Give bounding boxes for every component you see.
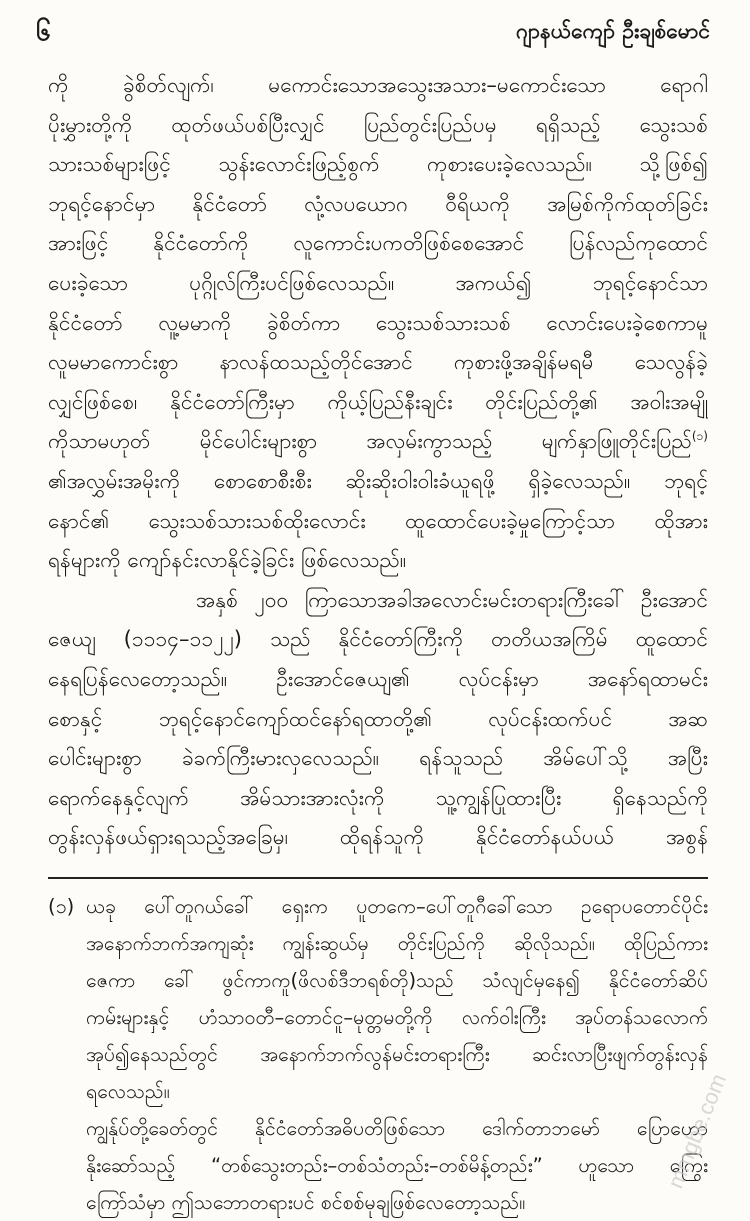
text-line: ရောက်နေနှင့်လျက် အိမ်သားအားလုံးကို သူ့ကျွန်ပြုထားပြီး ရှိနေသည်ကို	[48, 785, 708, 810]
text-line: နိုင်ငံတော် လူ့မမာကို ခွဲစိတ်ကာ သွေးသစ်သားသစ် လောင်းပေးခဲ့စေကာမူ	[48, 310, 708, 335]
paragraph-end-line: ရန်များကို ကျော်နင်းလာနိုင်ခဲ့ခြင်း ဖြစ်လေသည်။	[48, 548, 407, 573]
footnote-line: ဇေကာ ခေါ် ဖွင်ကာကူ(ဖိလစ်ဒီဘရစ်တို)သည် သံလျင်မှနေ၍ နိုင်ငံတော်ဆိပ်	[86, 969, 708, 992]
page-number: ၆	[36, 17, 51, 47]
text-line: ပိုးမွှားတို့ကို ထုတ်ဖယ်ပစ်ပြီးလျှင် ပြည်တွင်းပြည်ပမှ ရရှိသည့် သွေးသစ်	[48, 112, 708, 137]
footnote-line: အုပ်၍နေသည်တွင် အနောက်ဘက်လွန်မင်းတရားကြီး ဆင်းလာပြီးဖျက်တွန်းလှန်	[86, 1043, 708, 1066]
text-line: ကို ခွဲစိတ်လျက်၊ မကောင်းသောအသွေးအသား–မကောင်းသော ရောဂါ	[48, 73, 708, 97]
text-line: ၏အလွှမ်းအမိုးကို စောစောစီးစီး ဆိုးဆိုးဝါးဝါးခံယူရဖို့ ရှိခဲ့လေသည်။ ဘုရင့်	[48, 468, 708, 493]
footnote-line: ကျွန်ုပ်တို့ခေတ်တွင် နိုင်ငံတော်အဓိပတိဖြစ်သော ဒေါက်တာဘမော် ပြောဟော	[86, 1117, 708, 1140]
text-line-with-footnote	[48, 422, 708, 462]
watermark: mmgbe.com	[662, 1070, 732, 1192]
text-line: သားသစ်များဖြင့် သွန်းလောင်းဖြည့်စွက် ကုစားပေးခဲ့လေသည်။ သို့ဖြစ်၍	[48, 152, 708, 177]
text-line: ပေါင်းများစွာ ခဲခက်ကြီးမားလှလေသည်။ ရန်သူသည် အိမ်ပေါ်သို့ အပြီး	[48, 746, 708, 771]
text-line: ဘုရင့်နောင်မှာ နိုင်ငံတော် လုံ့လပယောဂ ဝီရိယကို အမြစ်ကိုက်ထုတ်ခြင်း	[48, 191, 708, 216]
text-line: နေရပြန်လေတော့သည်။ ဦးအောင်ဇေယျ၏ လုပ်ငန်းမှာ အနော်ရထာမင်း	[48, 666, 708, 691]
footnote-text: ယခု ပေါ်တူဂယ်ခေါ် ရှေးက ပူတကေ–ပေါ်တူဂီခေါ်သော ဥရောပတောင်ပိုင်း	[86, 895, 708, 918]
text-line: လူမမာကောင်းစွာ နာလန်ထသည့်တိုင်အောင် ကုစားဖို့အချိန်မရမီ သေလွန်ခဲ့	[48, 350, 708, 375]
footnote-line: နိုးဆော်သည့် “တစ်သွေးတည်း–တစ်သံတည်း–တစ်မိန့်တည်း” ဟူသော ကြွေး	[86, 1154, 708, 1177]
footnote-line	[48, 888, 708, 925]
footnote-line: ကမ်းများနှင့် ဟံသာဝတီ–တောင်ငူ–မုတ္တမတို့ကို လက်ဝါးကြီး အုပ်တန်သလောက်	[86, 1006, 708, 1029]
footnote-line: အနောက်ဘက်အကျဆုံး ကျွန်းဆွယ်မှ တိုင်းပြည်ကို ဆိုလိုသည်။ ထိုပြည်ကား	[86, 932, 708, 955]
text-line: နောင်၏ သွေးသစ်သားသစ်ထိုးလောင်း ထူထောင်ပေးခဲ့မှုကြောင့်သာ ထိုအား	[48, 508, 708, 533]
footnote-divider	[48, 877, 708, 879]
text-line: လျှင်ဖြစ်စေ၊ နိုင်ငံတော်ကြီးမှာ ကိုယ့်ပြည်နီးချင်း တိုင်းပြည်တို့၏ အဝါးအမျို	[48, 389, 708, 414]
text-line: ပေးခဲ့သော ပုဂ္ဂိုလ်ကြီးပင်ဖြစ်လေသည်။ အကယ်၍ ဘုရင့်နောင်သာ	[48, 270, 708, 295]
text-line: စောနှင့် ဘုရင့်နောင်ကျော်ထင်နော်ရထာတို့၏ လုပ်ငန်းထက်ပင် အဆ	[48, 706, 708, 731]
text-line: တွန်းလှန်ဖယ်ရှားရသည့်အခြေမှ၊ ထိုရန်သူကို နိုင်ငံတော်နယ်ပယ် အစွန်	[48, 825, 708, 850]
text-line: ဇေယျ (၁၁၁၄–၁၁၂၂) သည် နိုင်ငံတော်ကြီးကို တတိယအကြိမ် ထူထောင်	[48, 627, 708, 652]
footnote-line: ကြော်သံမှာ ဤသဘောတရားပင် စင်စစ်မုချဖြစ်လေတော့သည်။	[86, 1191, 526, 1214]
main-text	[48, 66, 708, 858]
running-header: ဂျာနယ်ကျော် ဦးချစ်မောင်	[515, 19, 710, 43]
footnotes-section	[48, 888, 708, 1221]
paragraph-start-line: အနှစ် ၂၀၀ ကြာသောအခါအလောင်းမင်းတရားကြီးခေါ် ဦးအောင်	[196, 587, 708, 612]
footnote-reference[interactable]: (၁)	[691, 429, 708, 444]
footnote-marker: (၁)	[48, 895, 75, 918]
text-line-content: ကိုသာမဟုတ် မိုင်ပေါင်းများစွာ အလှမ်းကွာသည့် မျက်နှာဖြူတိုင်းပြည်	[48, 429, 692, 454]
text-line: အားဖြင့် နိုင်ငံတော်ကို လူကောင်းပကတိဖြစ်စေအောင် ပြန်လည်ကုထောင်	[48, 231, 708, 256]
footnote-line: ရလေသည်။	[86, 1080, 170, 1103]
